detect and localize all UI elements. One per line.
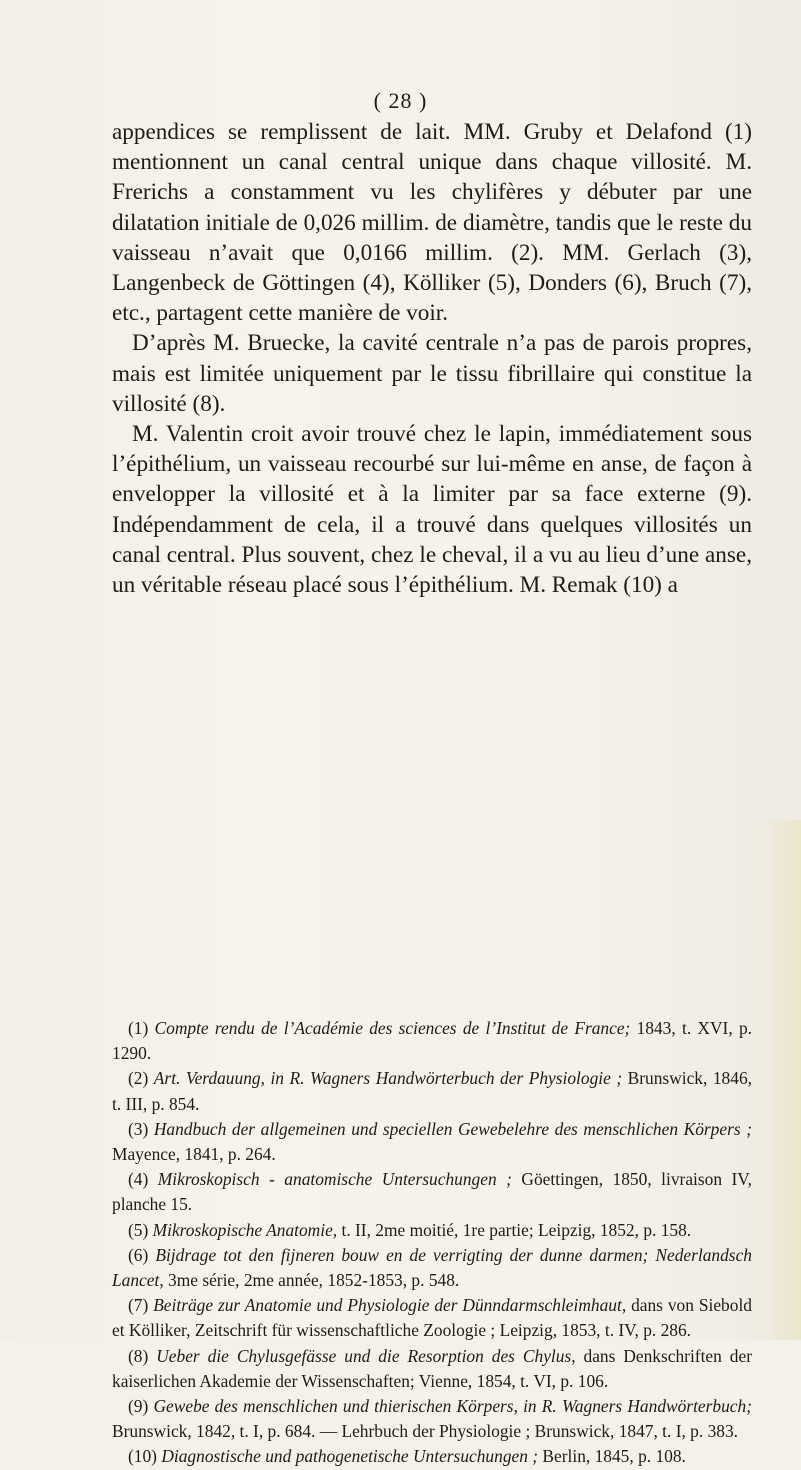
footnote-number: (3): [128, 1118, 149, 1139]
footnote-title: Mikroskopisch - anatomische Untersuchungen ;: [157, 1169, 512, 1190]
footnote-4: [112, 1167, 752, 1217]
footnote-title: Ueber die Chylusgefässe und die Resorption des Chylus,: [156, 1345, 576, 1366]
footnote-title: Beiträge zur Anatomie und Physiologie der Dünndarmschleimhaut,: [153, 1295, 627, 1316]
footnote-5: [112, 1218, 752, 1243]
footnote-9: [112, 1394, 752, 1444]
footnote-details: Brunswick, 1842, t. I, p. 684. — Lehrbuch der Physiologie ; Brunswick, 1847, t. I, p. 383.: [112, 1421, 739, 1442]
footnote-number: (9): [128, 1396, 149, 1417]
footnotes: [112, 1016, 752, 1470]
footnote-details: 1843, t. XVI, p. 1290.: [112, 1018, 752, 1064]
footnote-1: [112, 1016, 752, 1066]
footnote-number: (10): [128, 1446, 157, 1467]
footnote-details: Brunswick, 1846, t. III, p. 854.: [112, 1068, 752, 1114]
footnote-number: (6): [128, 1244, 149, 1265]
footnote-10: [112, 1444, 752, 1469]
footnote-title: Compte rendu de l’Académie des sciences de l’Institut de France;: [154, 1018, 631, 1038]
footnote-number: (8): [128, 1345, 149, 1366]
footnote-details: 3me série, 2me année, 1852-1853, p. 548.: [163, 1270, 460, 1291]
footnote-2: [112, 1066, 752, 1116]
body-text: [112, 117, 752, 600]
footnote-title: Handbuch der allgemeinen und speciellen Gewebelehre des menschlichen Körpers ;: [153, 1118, 752, 1139]
paragraph-3: M. Valentin croit avoir trouvé chez le lapin, immédiatement sous l’épithélium, un vaisseau recourbé sur lui-même en anse, de façon à envelopper la villosité et à la limiter par sa face externe (9). Indépendamment de cela, il a trouvé dans quelques villosités un canal central. Plus souvent, chez le cheval, il a vu au lieu d’une anse, un véritable réseau placé sous l’épithélium. M. Remak (10) a: [112, 421, 752, 599]
footnote-details: dans Denkschriften der kaiserlichen Akademie der Wissenschaften; Vienne, 1854, t. VI, p. 106.: [112, 1345, 752, 1391]
footnote-number: (5): [128, 1219, 149, 1240]
footnote-title: Gewebe des menschlichen und thierischen Körpers, in R. Wagners Handwörterbuch;: [153, 1396, 752, 1417]
paper-stain: [761, 820, 801, 1340]
footnote-7: [112, 1293, 752, 1343]
footnote-details: Mayence, 1841, p. 264.: [112, 1144, 276, 1165]
page-number: ( 28 ): [373, 88, 428, 113]
footnote-number: (7): [128, 1295, 149, 1316]
footnote-details: Berlin, 1845, p. 108.: [538, 1446, 686, 1467]
footnote-details: dans von Siebold et Kölliker, Zeitschrift für wissenschaftliche Zoologie ; Leipzig, 1853, t. IV, p. 286.: [112, 1295, 752, 1341]
footnote-title: Art. Verdauung, in R. Wagners Handwörterbuch der Physiologie ;: [153, 1068, 623, 1089]
footnote-details: Göettingen, 1850, livraison IV, planche 15.: [112, 1169, 752, 1215]
footnote-title: Diagnostische und pathogenetische Untersuchungen ;: [161, 1446, 539, 1467]
footnote-number: (2): [128, 1068, 149, 1089]
footnote-8: [112, 1344, 752, 1394]
footnote-6: [112, 1243, 752, 1293]
footnote-details: t. II, 2me moitié, 1re partie; Leipzig, 1852, p. 158.: [337, 1219, 692, 1240]
paragraph-1: appendices se remplissent de lait. MM. Gruby et Delafond (1) mentionnent un canal central unique dans chaque villosité. M. Frerichs a constamment vu les chylifères y débuter par une dilatation initiale de 0,026 millim. de diamètre, tandis que le reste du vaisseau n’avait que 0,0166 millim. (2). MM. Gerlach (3), Langenbeck de Göttingen (4), Kölliker (5), Donders (6), Bruch (7), etc., partagent cette manière de voir.: [112, 119, 752, 327]
footnote-number: (1): [128, 1018, 149, 1038]
footnote-3: [112, 1117, 752, 1167]
paragraph-2: D’après M. Bruecke, la cavité centrale n’a pas de parois propres, mais est limitée uniquement par le tissu fibrillaire qui constitue la villosité (8).: [112, 330, 752, 417]
footnote-title: Mikroskopische Anatomie,: [152, 1219, 338, 1240]
footnote-number: (4): [128, 1169, 149, 1190]
footnote-title: Bijdrage tot den fijneren bouw en de verrigting der dunne darmen; Nederlandsch Lancet,: [112, 1244, 752, 1291]
